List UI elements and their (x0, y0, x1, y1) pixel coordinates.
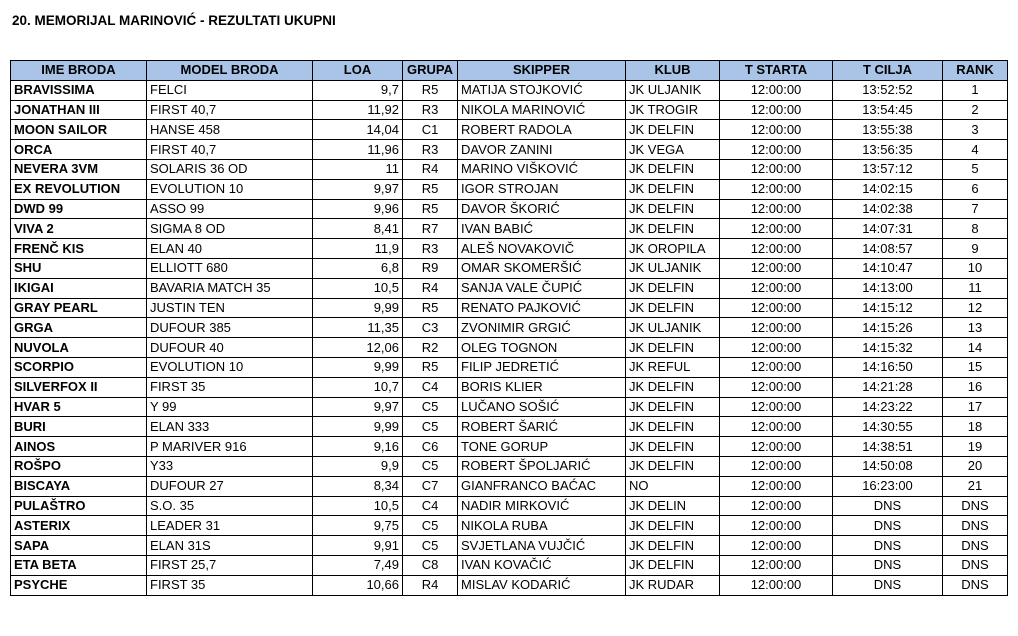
club-cell: JK DELFIN (626, 298, 720, 318)
finish-time-cell: 14:16:50 (833, 357, 943, 377)
finish-time-cell: 13:56:35 (833, 140, 943, 160)
group-cell: R3 (403, 239, 458, 259)
group-cell: C5 (403, 516, 458, 536)
loa-cell: 8,34 (313, 476, 403, 496)
boat-name-cell: FRENČ KIS (11, 239, 147, 259)
start-time-cell: 12:00:00 (720, 536, 833, 556)
boat-model-cell: JUSTIN TEN (147, 298, 313, 318)
table-row (11, 80, 1008, 100)
finish-time-cell: 13:54:45 (833, 100, 943, 120)
rank-cell: 18 (943, 417, 1008, 437)
rank-cell: 1 (943, 80, 1008, 100)
rank-cell: 12 (943, 298, 1008, 318)
table-row (11, 575, 1008, 595)
start-time-cell: 12:00:00 (720, 516, 833, 536)
group-cell: C4 (403, 377, 458, 397)
group-cell: R3 (403, 100, 458, 120)
finish-time-cell: DNS (833, 496, 943, 516)
club-cell: JK ULJANIK (626, 80, 720, 100)
start-time-cell: 12:00:00 (720, 476, 833, 496)
start-time-cell: 12:00:00 (720, 555, 833, 575)
start-time-cell: 12:00:00 (720, 179, 833, 199)
boat-model-cell: LEADER 31 (147, 516, 313, 536)
loa-cell: 8,41 (313, 219, 403, 239)
header-model-broda: MODEL BRODA (147, 61, 313, 81)
club-cell: JK DELFIN (626, 377, 720, 397)
club-cell: JK DELFIN (626, 219, 720, 239)
club-cell: JK DELFIN (626, 278, 720, 298)
boat-model-cell: ELAN 333 (147, 417, 313, 437)
loa-cell: 14,04 (313, 120, 403, 140)
start-time-cell: 12:00:00 (720, 357, 833, 377)
group-cell: C3 (403, 318, 458, 338)
table-row (11, 318, 1008, 338)
boat-model-cell: ELAN 31S (147, 536, 313, 556)
finish-time-cell: DNS (833, 536, 943, 556)
group-cell: R9 (403, 258, 458, 278)
boat-model-cell: FIRST 40,7 (147, 140, 313, 160)
group-cell: C8 (403, 555, 458, 575)
boat-name-cell: PULAŠTRO (11, 496, 147, 516)
boat-model-cell: SIGMA 8 OD (147, 219, 313, 239)
group-cell: R4 (403, 575, 458, 595)
club-cell: JK DELFIN (626, 456, 720, 476)
table-row (11, 496, 1008, 516)
boat-name-cell: MOON SAILOR (11, 120, 147, 140)
skipper-cell: BORIS KLIER (458, 377, 626, 397)
group-cell: R4 (403, 278, 458, 298)
start-time-cell: 12:00:00 (720, 258, 833, 278)
rank-cell: 17 (943, 397, 1008, 417)
finish-time-cell: 14:15:32 (833, 338, 943, 358)
boat-model-cell: Y 99 (147, 397, 313, 417)
club-cell: NO (626, 476, 720, 496)
boat-model-cell: SOLARIS 36 OD (147, 159, 313, 179)
start-time-cell: 12:00:00 (720, 140, 833, 160)
start-time-cell: 12:00:00 (720, 100, 833, 120)
loa-cell: 10,7 (313, 377, 403, 397)
table-row (11, 536, 1008, 556)
group-cell: R5 (403, 199, 458, 219)
boat-name-cell: BURI (11, 417, 147, 437)
finish-time-cell: 14:38:51 (833, 437, 943, 457)
finish-time-cell: 14:02:38 (833, 199, 943, 219)
start-time-cell: 12:00:00 (720, 417, 833, 437)
rank-cell: 7 (943, 199, 1008, 219)
club-cell: JK TROGIR (626, 100, 720, 120)
start-time-cell: 12:00:00 (720, 199, 833, 219)
header-skipper: SKIPPER (458, 61, 626, 81)
skipper-cell: OLEG TOGNON (458, 338, 626, 358)
finish-time-cell: 14:15:26 (833, 318, 943, 338)
table-row (11, 219, 1008, 239)
table-row (11, 199, 1008, 219)
loa-cell: 9,7 (313, 80, 403, 100)
skipper-cell: ROBERT ŠARIĆ (458, 417, 626, 437)
boat-name-cell: GRAY PEARL (11, 298, 147, 318)
boat-name-cell: AINOS (11, 437, 147, 457)
loa-cell: 10,66 (313, 575, 403, 595)
skipper-cell: ROBERT ŠPOLJARIĆ (458, 456, 626, 476)
start-time-cell: 12:00:00 (720, 278, 833, 298)
finish-time-cell: 16:23:00 (833, 476, 943, 496)
table-row (11, 357, 1008, 377)
table-row (11, 140, 1008, 160)
group-cell: R3 (403, 140, 458, 160)
rank-cell: 16 (943, 377, 1008, 397)
header-rank: RANK (943, 61, 1008, 81)
results-table (10, 60, 1008, 596)
boat-model-cell: DUFOUR 385 (147, 318, 313, 338)
boat-model-cell: ELAN 40 (147, 239, 313, 259)
loa-cell: 10,5 (313, 496, 403, 516)
club-cell: JK RUDAR (626, 575, 720, 595)
skipper-cell: ROBERT RADOLA (458, 120, 626, 140)
header-loa: LOA (313, 61, 403, 81)
table-row (11, 258, 1008, 278)
loa-cell: 11 (313, 159, 403, 179)
rank-cell: DNS (943, 496, 1008, 516)
skipper-cell: IGOR STROJAN (458, 179, 626, 199)
finish-time-cell: 14:30:55 (833, 417, 943, 437)
boat-model-cell: FELCI (147, 80, 313, 100)
start-time-cell: 12:00:00 (720, 437, 833, 457)
group-cell: R4 (403, 159, 458, 179)
boat-name-cell: GRGA (11, 318, 147, 338)
boat-model-cell: Y33 (147, 456, 313, 476)
finish-time-cell: DNS (833, 516, 943, 536)
start-time-cell: 12:00:00 (720, 159, 833, 179)
boat-name-cell: HVAR 5 (11, 397, 147, 417)
group-cell: R5 (403, 179, 458, 199)
boat-name-cell: ASTERIX (11, 516, 147, 536)
boat-model-cell: FIRST 40,7 (147, 100, 313, 120)
boat-name-cell: VIVA 2 (11, 219, 147, 239)
finish-time-cell: 14:15:12 (833, 298, 943, 318)
boat-model-cell: EVOLUTION 10 (147, 357, 313, 377)
skipper-cell: TONE GORUP (458, 437, 626, 457)
start-time-cell: 12:00:00 (720, 496, 833, 516)
skipper-cell: DAVOR ŠKORIĆ (458, 199, 626, 219)
skipper-cell: IVAN KOVAČIĆ (458, 555, 626, 575)
loa-cell: 9,99 (313, 357, 403, 377)
group-cell: R7 (403, 219, 458, 239)
header-row (11, 61, 1008, 81)
boat-model-cell: ASSO 99 (147, 199, 313, 219)
boat-name-cell: SILVERFOX II (11, 377, 147, 397)
table-row (11, 179, 1008, 199)
finish-time-cell: 13:52:52 (833, 80, 943, 100)
table-row (11, 159, 1008, 179)
skipper-cell: MATIJA STOJKOVIĆ (458, 80, 626, 100)
skipper-cell: ZVONIMIR GRGIĆ (458, 318, 626, 338)
skipper-cell: DAVOR ZANINI (458, 140, 626, 160)
start-time-cell: 12:00:00 (720, 80, 833, 100)
table-row (11, 298, 1008, 318)
group-cell: R2 (403, 338, 458, 358)
skipper-cell: RENATO PAJKOVIĆ (458, 298, 626, 318)
loa-cell: 9,97 (313, 179, 403, 199)
start-time-cell: 12:00:00 (720, 318, 833, 338)
boat-model-cell: FIRST 25,7 (147, 555, 313, 575)
group-cell: C1 (403, 120, 458, 140)
table-row (11, 397, 1008, 417)
club-cell: JK DELFIN (626, 338, 720, 358)
loa-cell: 9,99 (313, 417, 403, 437)
boat-model-cell: FIRST 35 (147, 377, 313, 397)
club-cell: JK DELFIN (626, 516, 720, 536)
results-body (11, 80, 1008, 595)
group-cell: C7 (403, 476, 458, 496)
start-time-cell: 12:00:00 (720, 219, 833, 239)
boat-name-cell: JONATHAN III (11, 100, 147, 120)
loa-cell: 7,49 (313, 555, 403, 575)
boat-model-cell: ELLIOTT 680 (147, 258, 313, 278)
finish-time-cell: 14:02:15 (833, 179, 943, 199)
rank-cell: 9 (943, 239, 1008, 259)
skipper-cell: ALEŠ NOVAKOVIČ (458, 239, 626, 259)
club-cell: JK OROPILA (626, 239, 720, 259)
group-cell: C5 (403, 536, 458, 556)
header-grupa: GRUPA (403, 61, 458, 81)
start-time-cell: 12:00:00 (720, 575, 833, 595)
header-klub: KLUB (626, 61, 720, 81)
club-cell: JK DELIN (626, 496, 720, 516)
boat-model-cell: BAVARIA MATCH 35 (147, 278, 313, 298)
finish-time-cell: 14:21:28 (833, 377, 943, 397)
table-row (11, 417, 1008, 437)
skipper-cell: MISLAV KODARIĆ (458, 575, 626, 595)
group-cell: R5 (403, 298, 458, 318)
loa-cell: 11,92 (313, 100, 403, 120)
table-row (11, 377, 1008, 397)
skipper-cell: IVAN BABIĆ (458, 219, 626, 239)
skipper-cell: MARINO VIŠKOVIĆ (458, 159, 626, 179)
start-time-cell: 12:00:00 (720, 338, 833, 358)
loa-cell: 9,16 (313, 437, 403, 457)
rank-cell: 15 (943, 357, 1008, 377)
loa-cell: 11,9 (313, 239, 403, 259)
rank-cell: 8 (943, 219, 1008, 239)
rank-cell: 20 (943, 456, 1008, 476)
skipper-cell: SVJETLANA VUJČIĆ (458, 536, 626, 556)
boat-name-cell: SAPA (11, 536, 147, 556)
loa-cell: 11,96 (313, 140, 403, 160)
skipper-cell: NIKOLA RUBA (458, 516, 626, 536)
group-cell: C4 (403, 496, 458, 516)
boat-model-cell: HANSE 458 (147, 120, 313, 140)
club-cell: JK DELFIN (626, 536, 720, 556)
header-t-cilja: T CILJA (833, 61, 943, 81)
loa-cell: 9,99 (313, 298, 403, 318)
boat-name-cell: BISCAYA (11, 476, 147, 496)
loa-cell: 11,35 (313, 318, 403, 338)
table-row (11, 100, 1008, 120)
group-cell: R5 (403, 357, 458, 377)
club-cell: JK DELFIN (626, 417, 720, 437)
table-row (11, 239, 1008, 259)
boat-name-cell: IKIGAI (11, 278, 147, 298)
loa-cell: 9,91 (313, 536, 403, 556)
boat-name-cell: NEVERA 3VM (11, 159, 147, 179)
rank-cell: DNS (943, 516, 1008, 536)
rank-cell: 10 (943, 258, 1008, 278)
finish-time-cell: 14:10:47 (833, 258, 943, 278)
rank-cell: 21 (943, 476, 1008, 496)
club-cell: JK DELFIN (626, 437, 720, 457)
loa-cell: 12,06 (313, 338, 403, 358)
page-title: 20. MEMORIJAL MARINOVIĆ - REZULTATI UKUPNI (12, 13, 336, 28)
boat-name-cell: EX REVOLUTION (11, 179, 147, 199)
finish-time-cell: DNS (833, 575, 943, 595)
table-row (11, 476, 1008, 496)
rank-cell: DNS (943, 575, 1008, 595)
start-time-cell: 12:00:00 (720, 377, 833, 397)
loa-cell: 9,75 (313, 516, 403, 536)
skipper-cell: OMAR SKOMERŠIĆ (458, 258, 626, 278)
club-cell: JK DELFIN (626, 555, 720, 575)
finish-time-cell: 14:50:08 (833, 456, 943, 476)
finish-time-cell: 14:13:00 (833, 278, 943, 298)
boat-name-cell: SCORPIO (11, 357, 147, 377)
table-row (11, 437, 1008, 457)
club-cell: JK DELFIN (626, 179, 720, 199)
skipper-cell: FILIP JEDRETIĆ (458, 357, 626, 377)
club-cell: JK DELFIN (626, 159, 720, 179)
skipper-cell: SANJA VALE ČUPIĆ (458, 278, 626, 298)
rank-cell: 19 (943, 437, 1008, 457)
finish-time-cell: 13:55:38 (833, 120, 943, 140)
boat-name-cell: ETA BETA (11, 555, 147, 575)
boat-model-cell: DUFOUR 27 (147, 476, 313, 496)
skipper-cell: LUČANO SOŠIĆ (458, 397, 626, 417)
finish-time-cell: 14:08:57 (833, 239, 943, 259)
group-cell: C5 (403, 456, 458, 476)
rank-cell: 2 (943, 100, 1008, 120)
boat-name-cell: BRAVISSIMA (11, 80, 147, 100)
rank-cell: 11 (943, 278, 1008, 298)
boat-model-cell: FIRST 35 (147, 575, 313, 595)
club-cell: JK REFUL (626, 357, 720, 377)
skipper-cell: NIKOLA MARINOVIĆ (458, 100, 626, 120)
rank-cell: 14 (943, 338, 1008, 358)
rank-cell: 5 (943, 159, 1008, 179)
table-row (11, 120, 1008, 140)
rank-cell: 6 (943, 179, 1008, 199)
skipper-cell: NADIR MIRKOVIĆ (458, 496, 626, 516)
loa-cell: 9,96 (313, 199, 403, 219)
loa-cell: 9,97 (313, 397, 403, 417)
boat-model-cell: P MARIVER 916 (147, 437, 313, 457)
start-time-cell: 12:00:00 (720, 456, 833, 476)
boat-name-cell: ROŠPO (11, 456, 147, 476)
start-time-cell: 12:00:00 (720, 239, 833, 259)
boat-name-cell: DWD 99 (11, 199, 147, 219)
header-ime-broda: IME BRODA (11, 61, 147, 81)
header-t-starta: T STARTA (720, 61, 833, 81)
table-row (11, 338, 1008, 358)
boat-name-cell: SHU (11, 258, 147, 278)
table-row (11, 516, 1008, 536)
start-time-cell: 12:00:00 (720, 298, 833, 318)
finish-time-cell: DNS (833, 555, 943, 575)
skipper-cell: GIANFRANCO BAĆAC (458, 476, 626, 496)
club-cell: JK ULJANIK (626, 258, 720, 278)
group-cell: R5 (403, 80, 458, 100)
boat-name-cell: NUVOLA (11, 338, 147, 358)
boat-name-cell: ORCA (11, 140, 147, 160)
table-row (11, 456, 1008, 476)
start-time-cell: 12:00:00 (720, 397, 833, 417)
rank-cell: 4 (943, 140, 1008, 160)
finish-time-cell: 14:23:22 (833, 397, 943, 417)
rank-cell: DNS (943, 555, 1008, 575)
club-cell: JK ULJANIK (626, 318, 720, 338)
boat-name-cell: PSYCHE (11, 575, 147, 595)
table-row (11, 555, 1008, 575)
group-cell: C6 (403, 437, 458, 457)
club-cell: JK DELFIN (626, 199, 720, 219)
group-cell: C5 (403, 397, 458, 417)
table-row (11, 278, 1008, 298)
start-time-cell: 12:00:00 (720, 120, 833, 140)
group-cell: C5 (403, 417, 458, 437)
boat-model-cell: DUFOUR 40 (147, 338, 313, 358)
finish-time-cell: 13:57:12 (833, 159, 943, 179)
club-cell: JK VEGA (626, 140, 720, 160)
rank-cell: 3 (943, 120, 1008, 140)
boat-model-cell: S.O. 35 (147, 496, 313, 516)
rank-cell: DNS (943, 536, 1008, 556)
club-cell: JK DELFIN (626, 397, 720, 417)
loa-cell: 6,8 (313, 258, 403, 278)
club-cell: JK DELFIN (626, 120, 720, 140)
loa-cell: 10,5 (313, 278, 403, 298)
rank-cell: 13 (943, 318, 1008, 338)
finish-time-cell: 14:07:31 (833, 219, 943, 239)
boat-model-cell: EVOLUTION 10 (147, 179, 313, 199)
loa-cell: 9,9 (313, 456, 403, 476)
